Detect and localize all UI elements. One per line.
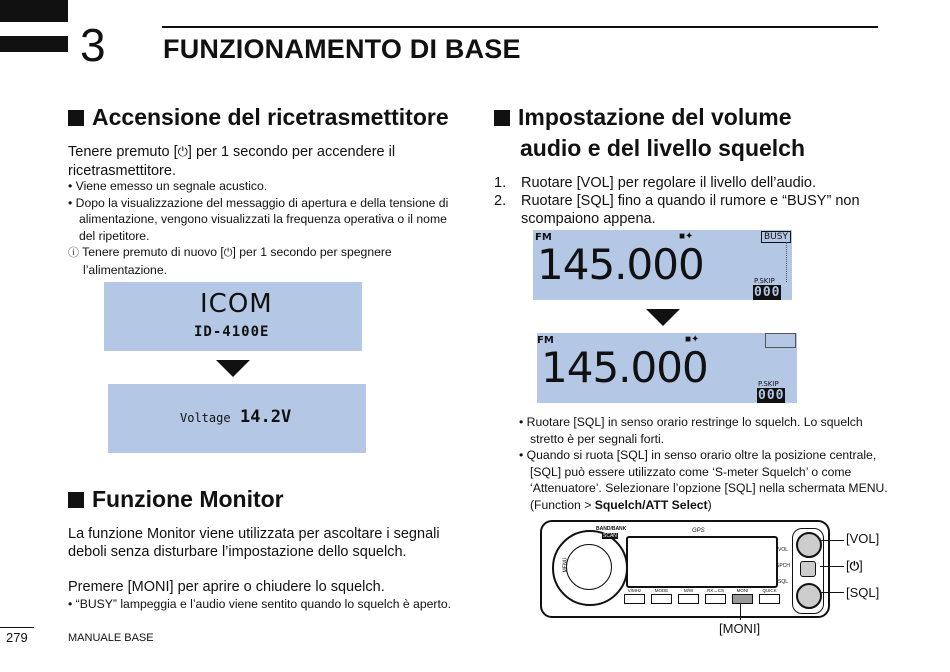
main-dial[interactable] bbox=[552, 530, 628, 606]
busy-indicator-off bbox=[765, 333, 796, 348]
callout-vol: [VOL] bbox=[846, 531, 880, 546]
band-key-label: BAND/BANK bbox=[596, 526, 627, 532]
voltage-label: Voltage bbox=[180, 411, 231, 425]
side-label-sql: SQL bbox=[778, 579, 789, 585]
moni-button[interactable]: MONI bbox=[730, 588, 755, 612]
scan-key-label: SCAN bbox=[603, 533, 617, 539]
info-icon: ⓘ bbox=[68, 246, 79, 259]
lcd-quiet bbox=[537, 333, 797, 403]
panel-button-row bbox=[622, 588, 782, 612]
list-item: • Ruotare [SQL] in senso orario restringe lo squelch. Lo squelch stretto è per segnali forti. bbox=[519, 414, 889, 447]
monitor-bullets bbox=[68, 596, 453, 613]
list-item: 1. Ruotare [VOL] per regolare il livello dell’audio. bbox=[494, 175, 816, 191]
quick-button[interactable]: QUICK bbox=[757, 588, 782, 612]
monitor-heading: Funzione Monitor bbox=[68, 484, 284, 515]
mode-label: FM bbox=[535, 232, 552, 243]
gps-label: GPS bbox=[692, 528, 705, 534]
front-panel bbox=[540, 520, 830, 618]
pskip-label: P.SKIP bbox=[754, 277, 775, 285]
splash-lcd bbox=[104, 282, 362, 351]
callout-moni: [MONI] bbox=[719, 621, 761, 636]
lcd-busy bbox=[533, 230, 792, 300]
chapter-tab-bar-bottom bbox=[0, 36, 68, 52]
rxcs-button[interactable]: RX↔CS bbox=[703, 588, 728, 612]
callout-line-vol bbox=[820, 540, 844, 541]
section-square-icon bbox=[68, 492, 84, 508]
section-square-icon bbox=[68, 110, 84, 126]
function-path: (Function > Squelch/ATT Select) bbox=[530, 497, 712, 512]
power-icon: ⏻ bbox=[223, 246, 233, 259]
vol-knob[interactable] bbox=[796, 532, 822, 558]
mw-button[interactable]: M/W bbox=[676, 588, 701, 612]
power-button[interactable] bbox=[800, 561, 816, 577]
callout-power: [⏻] bbox=[846, 558, 863, 573]
side-label-spch: SPCH bbox=[776, 563, 790, 569]
footer-label: MANUALE BASE bbox=[68, 632, 154, 644]
list-item: • “BUSY” lampeggia e l’audio viene sentito quando lo squelch è aperto. bbox=[68, 596, 453, 613]
dial-inner bbox=[566, 544, 612, 590]
power-icon: ⏻ bbox=[849, 559, 860, 573]
frequency-display: 145.000 bbox=[541, 343, 708, 392]
signal-icon: ■✦ bbox=[685, 334, 700, 345]
busy-indicator: BUSY bbox=[761, 231, 791, 243]
list-item: • Dopo la visualizzazione del messaggio di apertura e della tensione di alimentazione, vengono visualizzati la frequenza operativa o il nome del ripetitore. bbox=[68, 195, 460, 245]
side-label-vol: VOL bbox=[778, 547, 789, 553]
section-square-icon bbox=[494, 110, 510, 126]
chapter-number: 3 bbox=[80, 19, 106, 71]
model-name: ID-4100E bbox=[194, 324, 270, 340]
vmhz-button[interactable]: V/MHz bbox=[622, 588, 647, 612]
monitor-press: Premere [MONI] per aprire o chiudere lo squelch. bbox=[68, 579, 385, 595]
mode-button[interactable]: MODE bbox=[649, 588, 674, 612]
signal-icon: ■✦ bbox=[679, 231, 694, 242]
down-arrow-icon bbox=[216, 360, 250, 377]
voltage-lcd bbox=[108, 384, 366, 453]
footer-rule bbox=[0, 627, 34, 628]
squelch-bullets bbox=[519, 414, 889, 513]
mode-label: FM bbox=[537, 335, 554, 346]
list-item: • Quando si ruota [SQL] in senso orario oltre la posizione centrale, [SQL] può essere utilizzato come ‘S-meter Squelch’ o come ‘Attenuatore’. Selezionare l’opzione [SQL] nella schermata MENU. bbox=[519, 447, 889, 497]
s-meter bbox=[786, 242, 790, 282]
down-arrow-icon bbox=[646, 309, 680, 326]
power-heading: Accensione del ricetrasmettitore bbox=[68, 102, 449, 133]
monitor-intro: La funzione Monitor viene utilizzata per ascoltare i segnali deboli senza disturbare l’impostazione dello squelch. bbox=[68, 526, 440, 560]
chapter-title: FUNZIONAMENTO DI BASE bbox=[163, 34, 521, 64]
menu-label: MENU bbox=[562, 557, 569, 573]
sql-knob[interactable] bbox=[796, 583, 822, 609]
power-icon: ⏻ bbox=[177, 145, 188, 160]
frequency-display: 145.000 bbox=[537, 240, 704, 289]
panel-display bbox=[626, 536, 778, 588]
power-intro: Tenere premuto [⏻] per 1 secondo per accendere il ricetrasmettitore. bbox=[68, 144, 396, 179]
page-number: 279 bbox=[6, 630, 28, 645]
voltage-value: 14.2V bbox=[240, 407, 292, 427]
channel-digits: 000 bbox=[758, 388, 785, 403]
list-item: • Viene emesso un segnale acustico. bbox=[68, 178, 460, 195]
chapter-rule bbox=[162, 26, 878, 28]
power-off-note: ⓘ Tenere premuto di nuovo [⏻] per 1 secondo per spegnere l’alimentazione. bbox=[68, 245, 392, 277]
list-item: 2. Ruotare [SQL] fino a quando il rumore e “BUSY” non scompaiono appena. bbox=[494, 193, 860, 227]
icom-logo: ICOM bbox=[200, 289, 273, 319]
callout-sql: [SQL] bbox=[846, 585, 880, 600]
volume-steps bbox=[494, 174, 884, 228]
callout-line-sql bbox=[820, 592, 844, 593]
volume-heading: Impostazione del volume audio e del livello squelch bbox=[494, 102, 805, 164]
callout-line-power bbox=[820, 566, 844, 567]
callout-line-moni bbox=[740, 604, 741, 620]
chapter-tab-bar-top bbox=[0, 0, 68, 22]
pskip-label: P.SKIP bbox=[758, 380, 779, 388]
power-bullets bbox=[68, 178, 460, 278]
channel-digits: 000 bbox=[754, 285, 781, 300]
